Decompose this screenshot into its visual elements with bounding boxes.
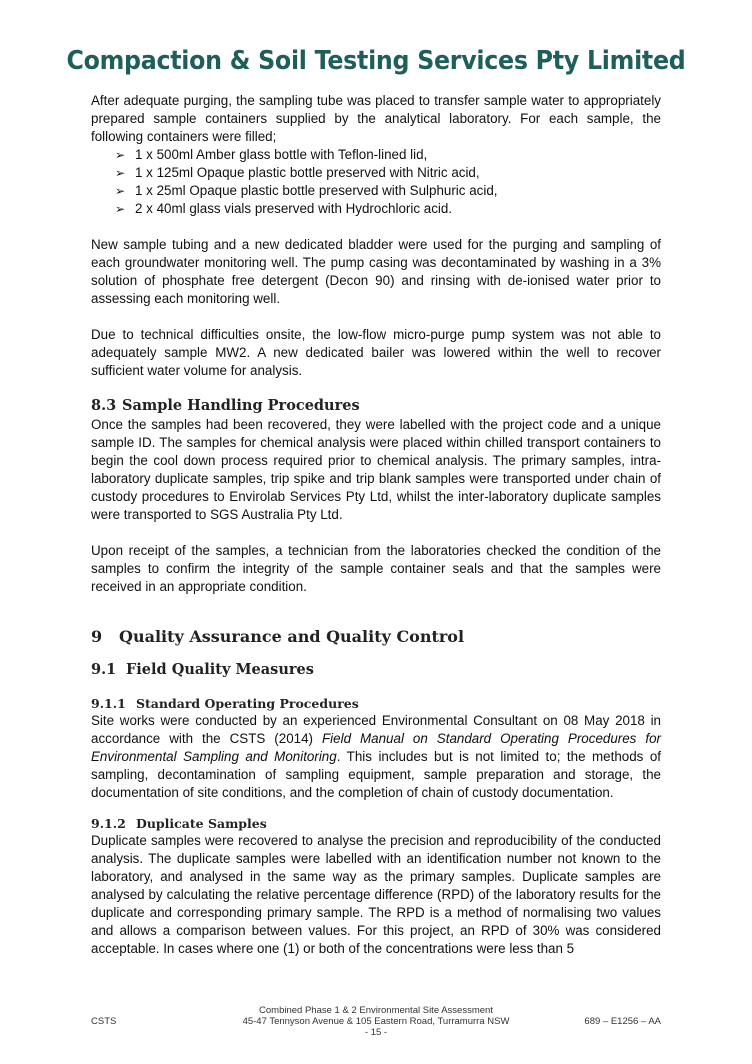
field-manual-title: Field Manual on Standard Operating Procedures for Environmental Sampling and Monitoring	[91, 731, 661, 764]
sop-paragraph: Site works were conducted by an experienced Environmental Consultant on 08 May 2018 in accordance with the CSTS (2014) Field Manual on Standard Operating Procedures for Environmental Sampling and Monitoring. This includes but is not limited to; the methods of sampling, decontamination of sampling equipment, sample preparation and storage, the documentation of site conditions, and the completion of chain of custody documentation.	[91, 713, 661, 800]
footer-company: CSTS	[91, 1016, 117, 1027]
duplicate-samples-paragraph: Duplicate samples were recovered to analyse the precision and reproducibility of the conducted analysis. The duplicate samples were labelled with an identification number not known to the laboratory, and analysed in the same way as the primary samples. Duplicate samples are analysed by calculating the relative percentage difference (RPD) of the laboratory results for the duplicate and corresponding primary sample. The RPD is a method of normalising two values and allows a comparison between values. For this project, an RPD of 30% was considered acceptable. In cases where one (1) or both of the concentrations were less than 5	[91, 833, 661, 956]
document-body	[91, 92, 661, 958]
arrow-bullet-icon: ➢	[115, 148, 126, 162]
arrow-bullet-icon: ➢	[115, 202, 126, 216]
footer-report-title: Combined Phase 1 & 2 Environmental Site Assessment	[259, 1005, 493, 1016]
difficulties-paragraph: Due to technical difficulties onsite, the low-flow micro-purge pump system was not able to adequately sample MW2. A new dedicated bailer was lowered within the well to recover sufficient water volume for analysis.	[91, 327, 661, 378]
list-item: ➢ 2 x 40ml glass vials preserved with Hydrochloric acid.	[115, 201, 453, 216]
list-item: ➢ 1 x 25ml Opaque plastic bottle preserved with Sulphuric acid,	[115, 183, 498, 198]
page-number: - 15 -	[364, 1027, 388, 1038]
arrow-bullet-icon: ➢	[115, 166, 126, 180]
sample-handling-paragraph: Once the samples had been recovered, they were labelled with the project code and a unique sample ID. The samples for chemical analysis were placed within chilled transport containers to begin the cool down process required prior to chemical analysis. The primary samples, intra-laboratory duplicate samples, trip spike and trip blank samples were transported under chain of custody procedures to Envirolab Services Pty Ltd, whilst the inter-laboratory duplicate samples were transported to SGS Australia Pty Ltd.	[91, 417, 661, 522]
footer-job-ref: 689 – E1256 – AA	[584, 1016, 661, 1027]
container-list	[91, 146, 661, 218]
company-header: Compaction & Soil Testing Services Pty Limited	[66, 46, 686, 76]
list-item: ➢ 1 x 500ml Amber glass bottle with Teflon-lined lid,	[115, 147, 428, 162]
footer-address: 45-47 Tennyson Avenue & 105 Eastern Road, Turramurra NSW	[242, 1016, 510, 1027]
section-9-1-2-heading: 9.1.2 Duplicate Samples	[91, 816, 267, 831]
tubing-paragraph: New sample tubing and a new dedicated bladder were used for the purging and sampling of each groundwater monitoring well. The pump casing was decontaminated by washing in a 3% solution of phosphate free detergent (Decon 90) and rinsing with de-ionised water prior to assessing each monitoring well.	[91, 237, 661, 306]
section-9-1-1-heading: 9.1.1 Standard Operating Procedures	[91, 696, 359, 711]
section-9-heading: 9 Quality Assurance and Quality Control	[91, 627, 465, 646]
receipt-paragraph: Upon receipt of the samples, a technician from the laboratories checked the condition of the samples to confirm the integrity of the sample container seals and that the samples were received in an appropriate condition.	[91, 543, 661, 594]
intro-paragraph: After adequate purging, the sampling tube was placed to transfer sample water to appropriately prepared sample containers supplied by the analytical laboratory. For each sample, the following containers were filled;	[91, 93, 661, 144]
section-8-3-heading: 8.3 Sample Handling Procedures	[91, 397, 360, 414]
page-footer	[91, 1005, 661, 1038]
list-item: ➢ 1 x 125ml Opaque plastic bottle preserved with Nitric acid,	[115, 165, 480, 180]
section-9-1-heading: 9.1 Field Quality Measures	[91, 661, 314, 678]
arrow-bullet-icon: ➢	[115, 184, 126, 198]
